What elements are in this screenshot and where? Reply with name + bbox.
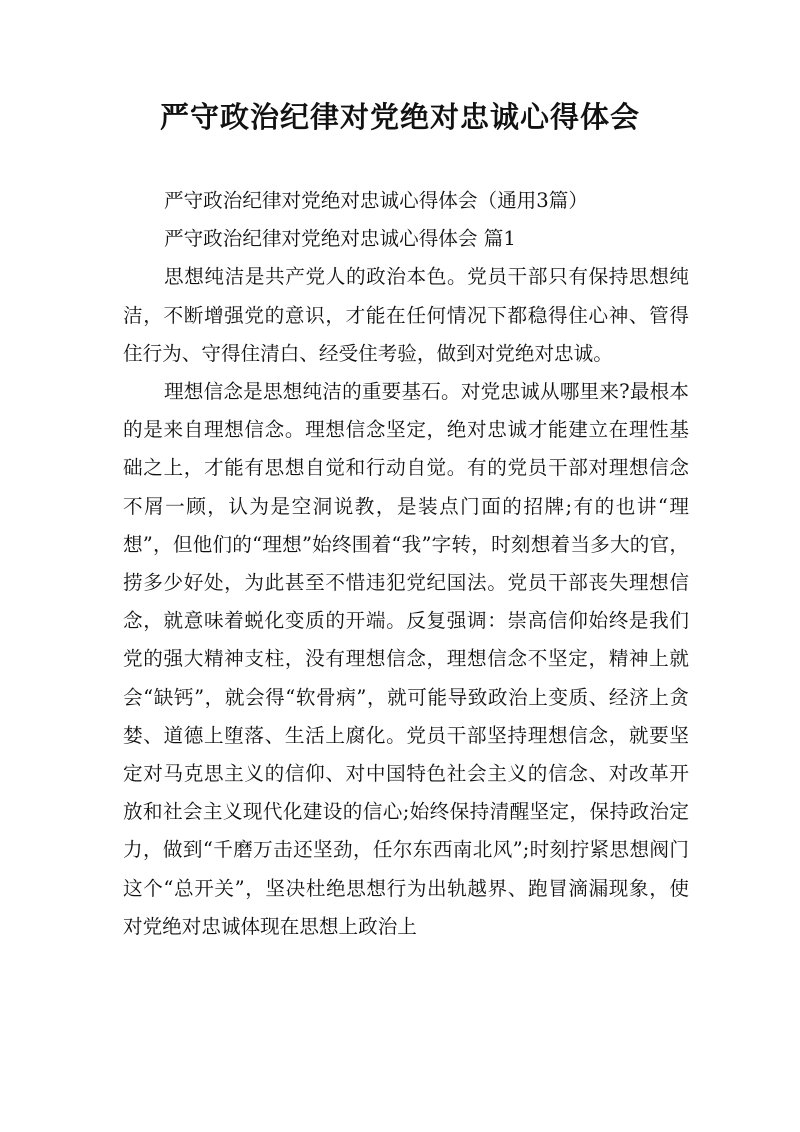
document-title: 严守政治纪律对党绝对忠诚心得体会	[159, 100, 640, 134]
document-body	[123, 182, 689, 946]
body-paragraph: 理想信念是思想纯洁的重要基石。对党忠诚从哪里来?最根本的是来自理想信念。理想信念坚定，绝对忠诚才能建立在理性基础之上，才能有思想自觉和行动自觉。有的党员干部对理想信念不屑一顾，认为是空洞说教，是装点门面的招牌;有的也讲“理想”，但他们的“理想”始终围着“我”字转，时刻想着当多大的官，捞多少好处，为此甚至不惜违犯党纪国法。党员干部丧失理想信念，就意味着蜕化变质的开端。反复强调：崇高信仰始终是我们党的强大精神支柱，没有理想信念，理想信念不坚定，精神上就会“缺钙”，就会得“软骨病”，就可能导致政治上变质、经济上贪婪、道德上堕落、生活上腐化。党员干部坚持理想信念，就要坚定对马克思主义的信仰、对中国特色社会主义的信念、对改革开放和社会主义现代化建设的信心;始终保持清醒坚定，保持政治定力，做到“千磨万击还坚劲，任尔东西南北风”;时刻拧紧思想阀门这个“总开关”，坚决杜绝思想行为出轨越界、跑冒滴漏现象，使对党绝对忠诚体现在思想上政治上	[123, 380, 689, 938]
body-paragraph: 思想纯洁是共产党人的政治本色。党员干部只有保持思想纯洁，不断增强党的意识，才能在任何情况下都稳得住心神、管得住行为、守得住清白、经受住考验，做到对党绝对忠诚。	[123, 265, 689, 365]
section-heading: 严守政治纪律对党绝对忠诚心得体会 篇1	[164, 227, 516, 251]
document-subtitle: 严守政治纪律对党绝对忠诚心得体会（通用3篇）	[164, 189, 588, 212]
